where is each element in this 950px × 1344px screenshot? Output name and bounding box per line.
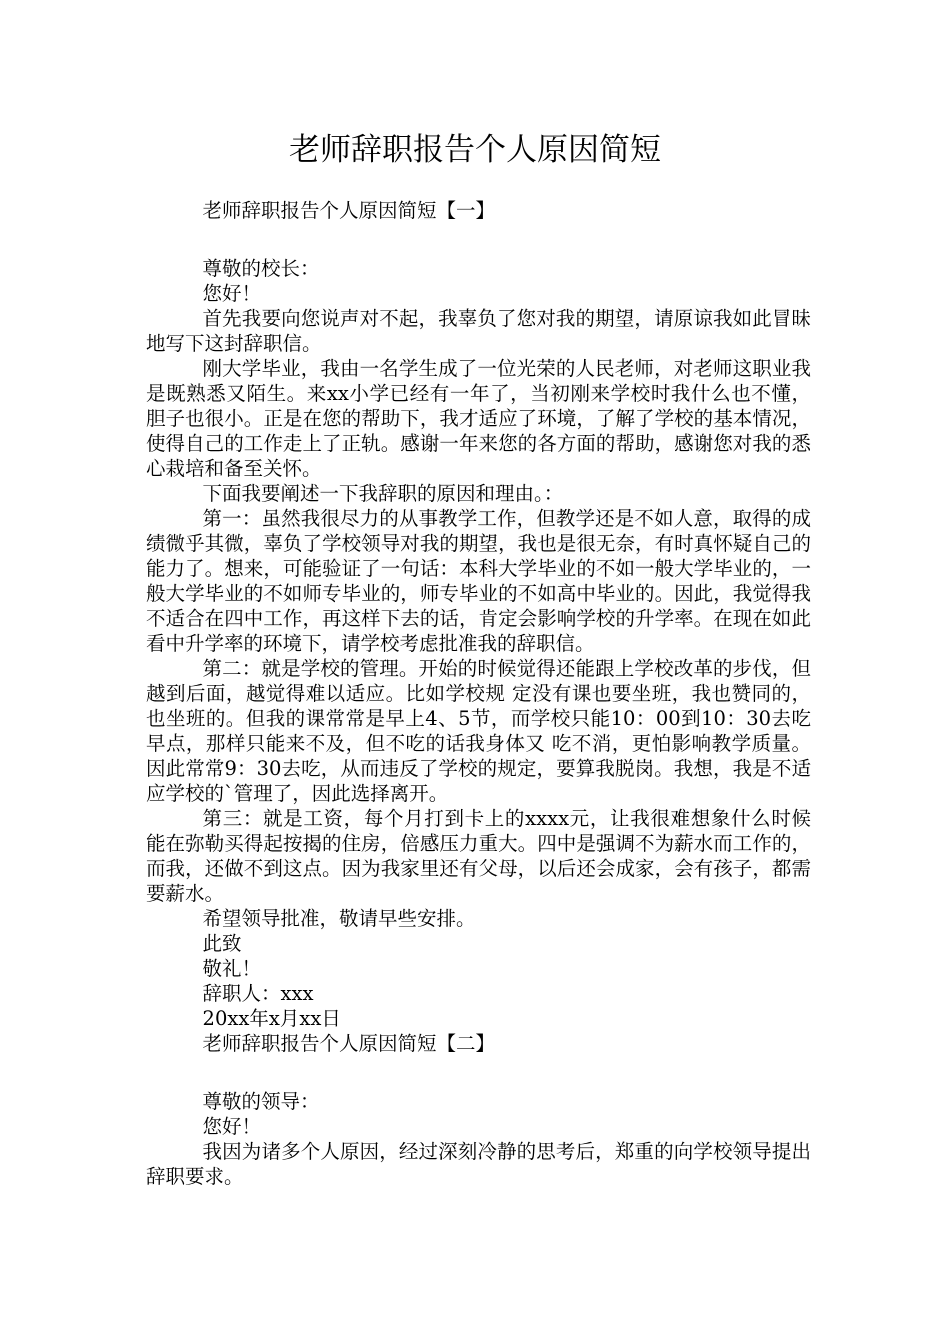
letter1-closing-salute: 敬礼！ [202,957,262,980]
letter1-paragraph: 首先我要向您说声对不起，我辜负了您对我的期望，请原谅我如此冒昧地写下这封辞职信。 [146,307,811,355]
letter2-paragraph: 我因为诸多个人原因，经过深刻冷静的思考后，郑重的向学校领导提出辞职要求。 [146,1140,811,1188]
spacer [146,223,811,256]
letter1-paragraph: 希望领导批准，敬请早些安排。 [202,907,476,930]
letter2-salutation: 尊敬的领导： [202,1090,320,1113]
letter1-signature: 辞职人：xxx [202,982,314,1005]
letter1-date: 20xx年x月xx日 [202,1007,341,1030]
document-title: 老师辞职报告个人原因简短 [289,132,661,168]
letter1-paragraph: 下面我要阐述一下我辞职的原因和理由。： [202,482,564,505]
letter2-heading: 老师辞职报告个人原因简短【二】 [202,1032,496,1055]
letter1-greeting: 您好！ [202,282,262,305]
letter1-paragraph: 刚大学毕业，我由一名学生成了一位光荣的人民老师，对老师这职业我是既熟悉又陌生。来xx小学已经有一年了，当初刚来学校时我什么也不懂，胆子也很小。正是在您的帮助下，我才适应了环境，了解了学校的基本情况，使得自己的工作走上了正轨。感谢一年来您的各方面的帮助，感谢您对我的悉心栽培和备至关怀。 [146,357,811,480]
spacer [146,1056,811,1089]
letter2-greeting: 您好！ [202,1115,262,1138]
letter1-paragraph: 第三：就是工资，每个月打到卡上的xxxx元，让我很难想象什么时候能在弥勒买得起按揭的住房，倍感压力重大。四中是强调不为薪水而工作的，而我，还做不到这点。因为我家里还有父母，以后还会成家，会有孩子，都需要薪水。 [146,807,811,905]
letter1-salutation: 尊敬的校长： [202,257,320,280]
letter1-heading: 老师辞职报告个人原因简短【一】 [202,199,496,222]
document-body [146,198,811,1189]
letter1-paragraph: 第二：就是学校的管理。开始的时候觉得还能跟上学校改革的步伐，但越到后面，越觉得难以适应。比如学校规 定没有课也要坐班，我也赞同的，也坐班的。但我的课常常是早上4、5节，而学校只能10：00到10：30去吃早点，那样只能来不及，但不吃的话我身体又 吃不消，更怕影响教学质量。因此常常9：30去吃，从而违反了学校的规定，要算我脱岗。我想，我是不适应学校的`管理了，因此选择离开。 [146,657,811,805]
letter1-paragraph: 第一：虽然我很尽力的从事教学工作，但教学还是不如人意，取得的成绩微乎其微，辜负了学校领导对我的期望，我也是很无奈，有时真怀疑自己的能力了。想来，可能验证了一句话：本科大学毕业的不如一般大学毕业的，一般大学毕业的不如师专毕业的，师专毕业的不如高中毕业的。因此，我觉得我不适合在四中工作，再这样下去的话，肯定会影响学校的升学率。在现在如此看中升学率的环境下，请学校考虑批准我的辞职信。 [146,507,811,655]
letter1-closing: 此致 [202,932,242,955]
